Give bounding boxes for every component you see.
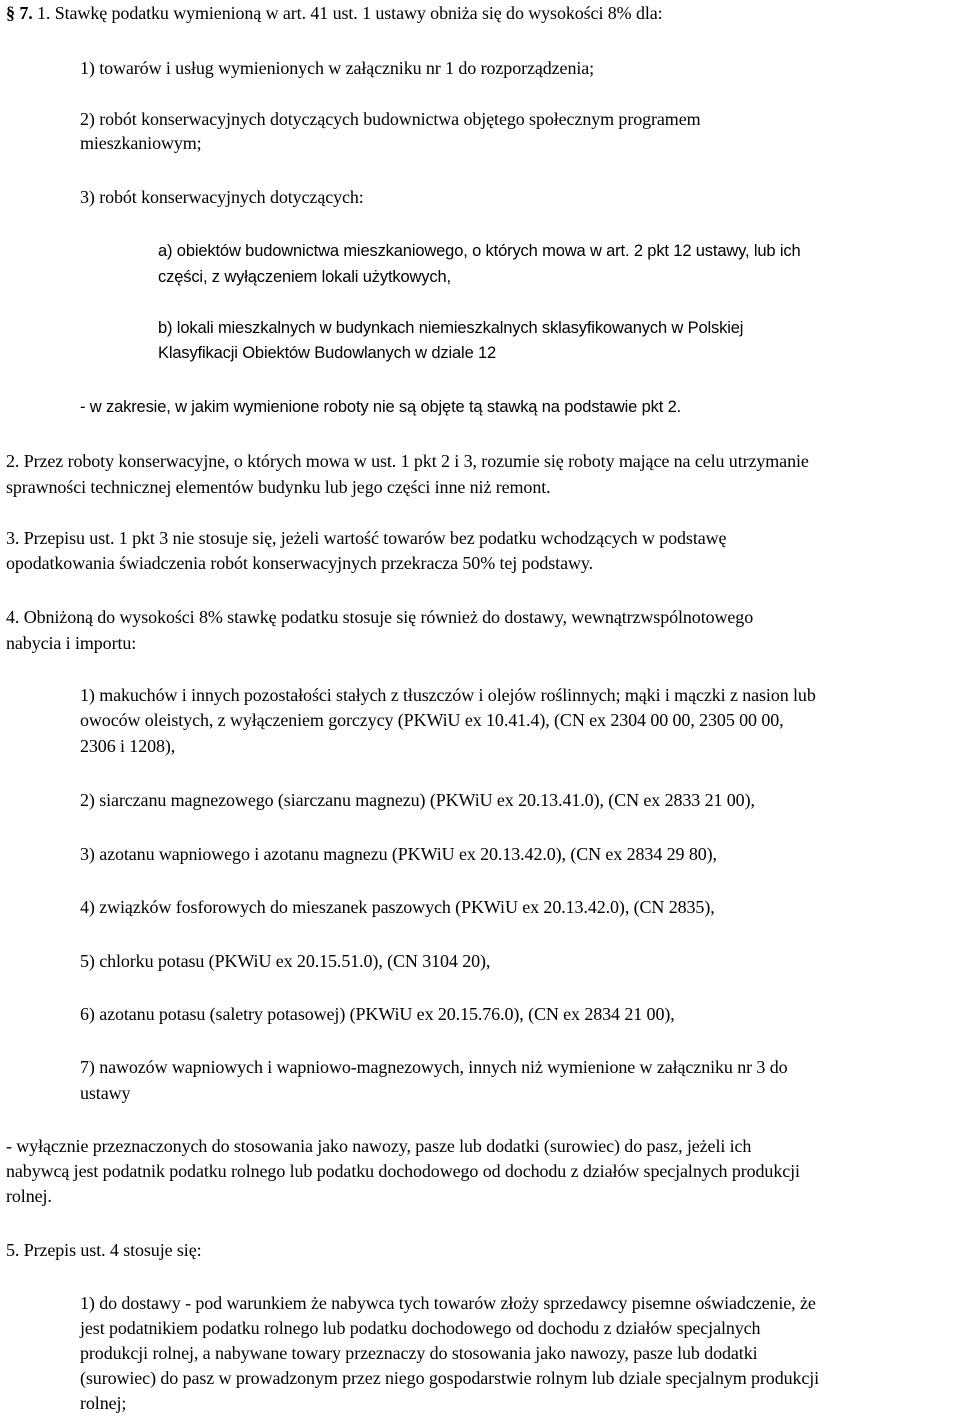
p4-item-1-line-2: owoców oleistych, z wyłączeniem gorczycy (PKWiU ex 10.41.4), (CN ex 2304 00 00, 2305 00 00,: [80, 710, 784, 730]
subitem-b-line-1: b) lokali mieszkalnych w budynkach niemieszkalnych sklasyfikowanych w Polskiej: [158, 319, 744, 337]
p4-item-6: 6) azotanu potasu (saletry potasowej) (PKWiU ex 20.15.76.0), (CN ex 2834 21 00),: [80, 1004, 675, 1024]
list-item-2-line-2: mieszkaniowym;: [80, 133, 202, 153]
paragraph-3-line-2: opodatkowania świadczenia robót konserwacyjnych przekracza 50% tej podstawy.: [6, 553, 594, 573]
section-number: 7.: [19, 3, 33, 23]
subitem-a-line-1: [158, 238, 801, 264]
section-heading: [6, 0, 663, 26]
p5-item-1-line-3: produkcji rolnej, a nabywane towary przeznaczy do stosowania jako nawozy, pasze lub dodatki: [80, 1343, 758, 1363]
p4-item-1-line-3: 2306 i 1208),: [80, 736, 176, 756]
paragraph-1-line-1: 1. Stawkę podatku wymienioną w art. 41 ust. 1 ustawy obniża się do wysokości 8% dla:: [37, 3, 663, 23]
scope-note: - w zakresie, w jakim wymienione roboty nie są objęte tą stawką na podstawie pkt 2.: [80, 398, 682, 416]
p4-condition-line-1: - wyłącznie przeznaczonych do stosowania jako nawozy, pasze lub dodatki (surowiec) do pasz, jeżeli ich: [6, 1136, 752, 1156]
paragraph-3-line-1: 3. Przepisu ust. 1 pkt 3 nie stosuje się, jeżeli wartość towarów bez podatku wchodzących w podstawę: [6, 528, 727, 548]
p4-item-7-line-1: 7) nawozów wapniowych i wapniowo-magnezowych, innych niż wymienione w załączniku nr 3 do: [80, 1057, 788, 1077]
p4-condition-line-3: rolnej.: [6, 1186, 52, 1206]
list-item-2-line-1: 2) robót konserwacyjnych dotyczących budownictwa objętego społecznym programem: [80, 109, 701, 129]
list-item-1: 1) towarów i usług wymienionych w załączniku nr 1 do rozporządzenia;: [80, 58, 595, 78]
subitem-a-line-2: części, z wyłączeniem lokali użytkowych,: [158, 268, 451, 286]
list-item-3: 3) robót konserwacyjnych dotyczących:: [80, 187, 364, 207]
p5-item-1-line-2: jest podatnikiem podatku rolnego lub podatku dochodowego od dochodu z działów specjalnych: [80, 1318, 761, 1338]
paragraph-2-line-2: sprawności technicznej elementów budynku lub jego części inne niż remont.: [6, 477, 551, 497]
p4-item-4: 4) związków fosforowych do mieszanek paszowych (PKWiU ex 20.13.42.0), (CN 2835),: [80, 897, 715, 917]
p5-item-1-line-5: rolnej;: [80, 1393, 127, 1413]
p5-item-1-line-1: 1) do dostawy - pod warunkiem że nabywca tych towarów złoży sprzedawcy pisemne oświadczenie, że: [80, 1293, 816, 1313]
p4-condition-line-2: nabywcą jest podatnik podatku rolnego lub podatku dochodowego od dochodu z działów specjalnych produkcji: [6, 1161, 800, 1181]
p4-item-3: 3) azotanu wapniowego i azotanu magnezu (PKWiU ex 20.13.42.0), (CN ex 2834 29 80),: [80, 844, 717, 864]
p4-item-7-line-2: ustawy: [80, 1083, 131, 1103]
p4-item-1-line-1: 1) makuchów i innych pozostałości stałych z tłuszczów i olejów roślinnych; mąki i mączki z nasion lub: [80, 685, 816, 705]
paragraph-2-line-1: 2. Przez roboty konserwacyjne, o których mowa w ust. 1 pkt 2 i 3, rozumie się roboty mające na celu utrzymanie: [6, 451, 809, 471]
subitem-b-line-2: Klasyfikacji Obiektów Budowlanych w dziale 12: [158, 344, 497, 362]
paragraph-4-line-2: nabycia i importu:: [6, 633, 137, 653]
p5-item-1-line-4: (surowiec) do pasz w prowadzonym przez niego gospodarstwie rolnym lub dziale specjalnym produkcji: [80, 1368, 820, 1388]
p4-item-2: 2) siarczanu magnezowego (siarczanu magnezu) (PKWiU ex 20.13.41.0), (CN ex 2833 21 00),: [80, 790, 755, 810]
p4-item-5: 5) chlorku potasu (PKWiU ex 20.15.51.0), (CN 3104 20),: [80, 951, 491, 971]
section-marker: §: [6, 3, 15, 23]
paragraph-4-line-1: 4. Obniżoną do wysokości 8% stawkę podatku stosuje się również do dostawy, wewnątrzwspólnotowego: [6, 607, 754, 627]
subitem-a-text: a) obiektów budownictwa mieszkaniowego, o których mowa w art. 2 pkt 12 ustawy, lub ich: [158, 242, 801, 260]
paragraph-5: 5. Przepis ust. 4 stosuje się:: [6, 1240, 202, 1260]
